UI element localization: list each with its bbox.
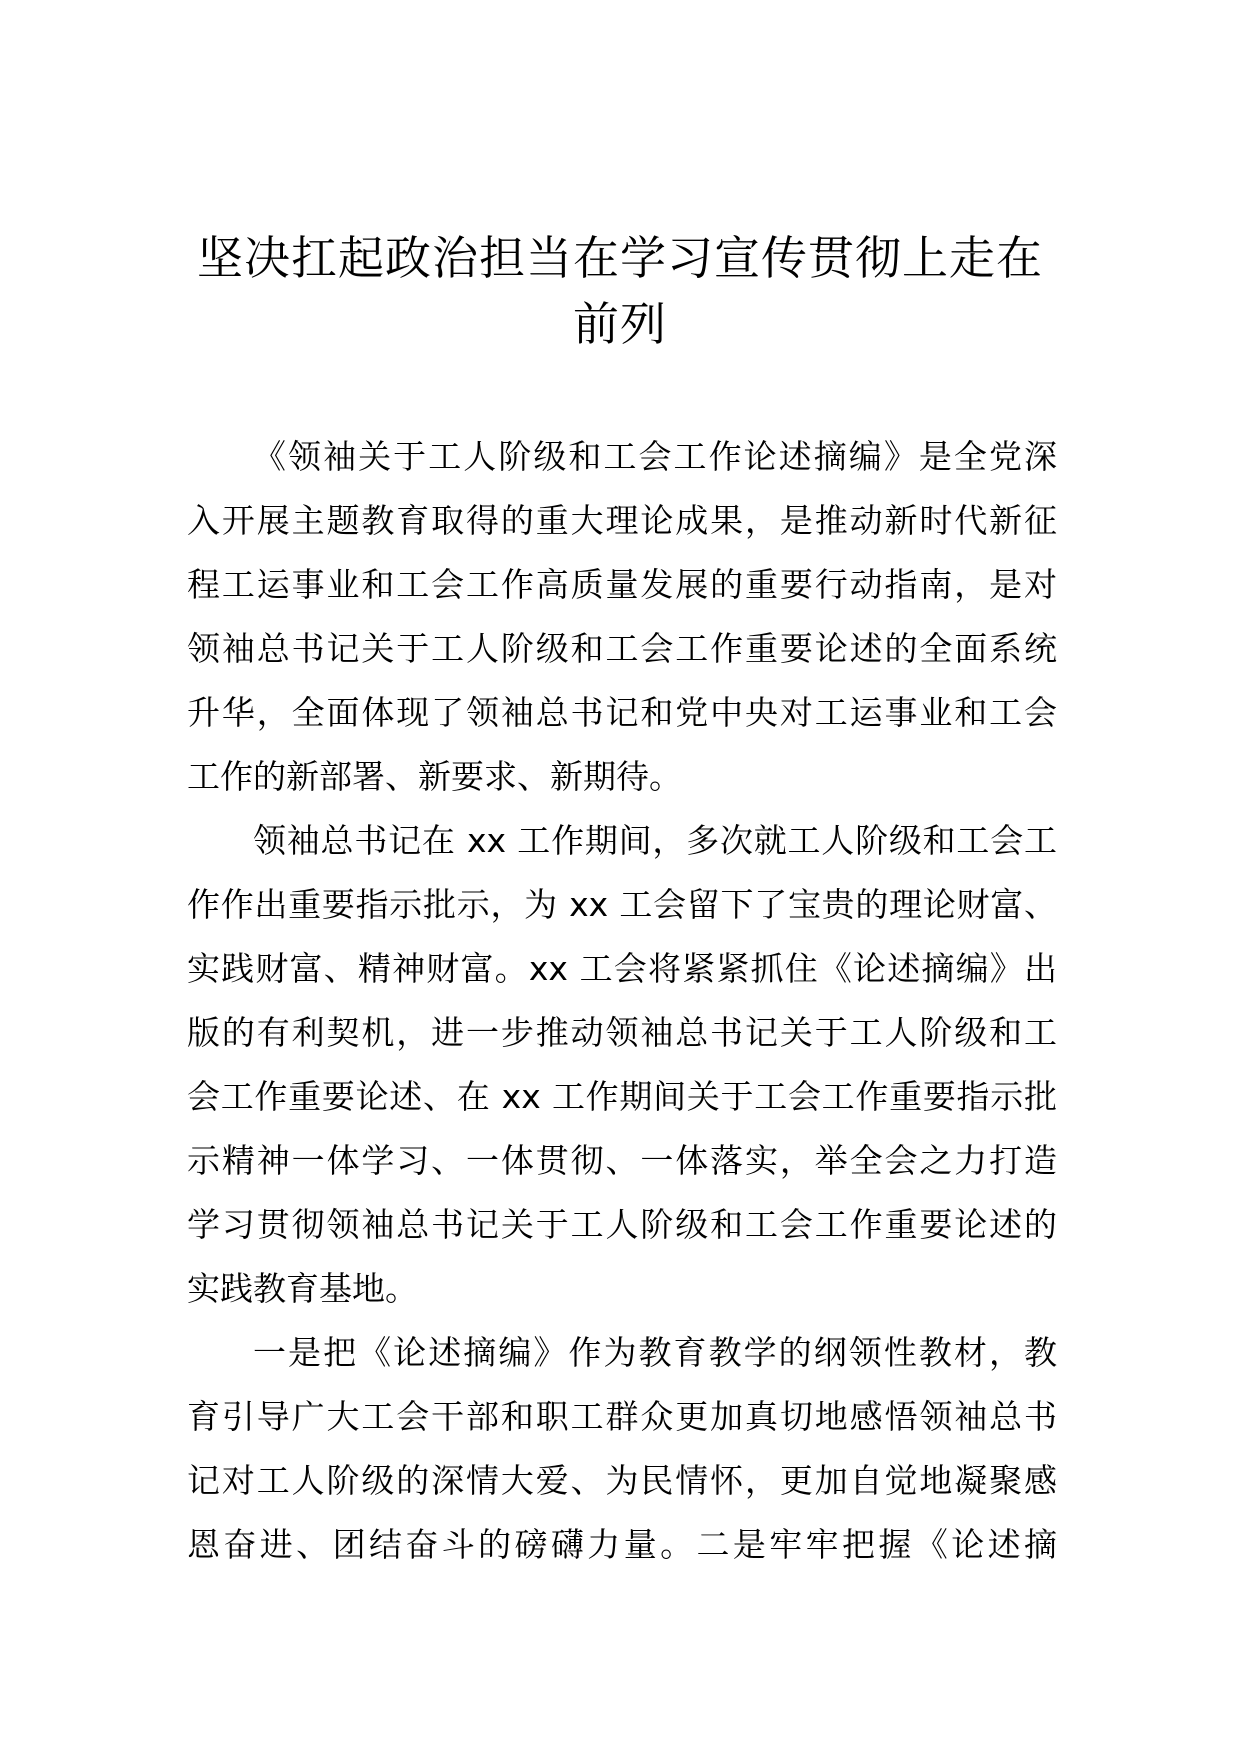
text-line: 程工运事业和工会工作高质量发展的重要行动指南，是对 <box>187 565 1057 604</box>
text-line: 作作出重要指示批示，为 xx 工会留下了宝贵的理论财富、 <box>187 885 1057 924</box>
text-line: 版的有利契机，进一步推动领袖总书记关于工人阶级和工 <box>187 1013 1057 1052</box>
title-line-1: 坚决扛起政治担当在学习宣传贯彻上走在 <box>197 231 1043 285</box>
text-line: 一是把《论述摘编》作为教育教学的纲领性教材，教 <box>253 1333 1057 1372</box>
text-line: 育引导广大工会干部和职工群众更加真切地感悟领袖总书 <box>187 1397 1057 1436</box>
title-line-2: 前列 <box>573 297 667 351</box>
text-line: 《领袖关于工人阶级和工会工作论述摘编》是全党深 <box>253 437 1057 476</box>
document-body <box>187 425 1057 1577</box>
text-line: 升华，全面体现了领袖总书记和党中央对工运事业和工会 <box>187 693 1057 732</box>
text-line: 实践教育基地。 <box>187 1269 418 1308</box>
text-line: 领袖总书记在 xx 工作期间，多次就工人阶级和工会工 <box>253 821 1057 860</box>
text-line: 恩奋进、团结奋斗的磅礴力量。二是牢牢把握《论述摘 <box>187 1525 1057 1564</box>
text-line: 示精神一体学习、一体贯彻、一体落实，举全会之力打造 <box>187 1141 1057 1180</box>
text-line: 实践财富、精神财富。xx 工会将紧紧抓住《论述摘编》出 <box>187 949 1057 988</box>
text-line: 领袖总书记关于工人阶级和工会工作重要论述的全面系统 <box>187 629 1057 668</box>
document-title <box>160 225 1080 357</box>
text-line: 会工作重要论述、在 xx 工作期间关于工会工作重要指示批 <box>187 1077 1057 1116</box>
text-line: 工作的新部署、新要求、新期待。 <box>187 757 682 796</box>
text-line: 学习贯彻领袖总书记关于工人阶级和工会工作重要论述的 <box>187 1205 1057 1244</box>
text-line: 记对工人阶级的深情大爱、为民情怀，更加自觉地凝聚感 <box>187 1461 1057 1500</box>
text-line: 入开展主题教育取得的重大理论成果，是推动新时代新征 <box>187 501 1057 540</box>
